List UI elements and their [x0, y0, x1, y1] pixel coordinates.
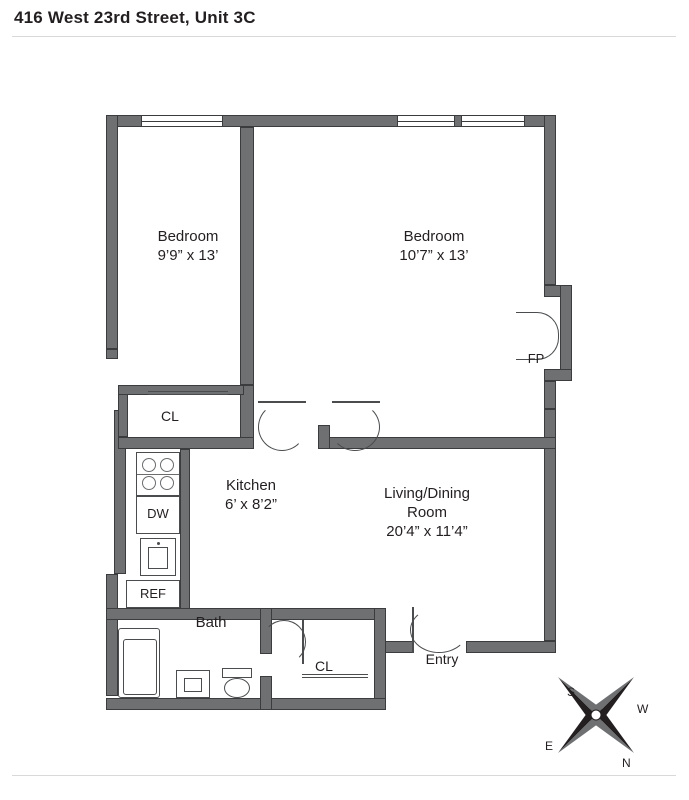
- dishwasher-label: DW: [147, 506, 169, 521]
- toilet-tank: [222, 668, 252, 678]
- header-divider: [12, 36, 676, 37]
- living-dims: 20’4” x 11’4”: [386, 523, 468, 540]
- living-name: Living/Dining: [384, 485, 470, 502]
- closet-shelf-left: [148, 391, 228, 395]
- entry-label: Entry: [425, 651, 459, 667]
- sink-basin: [148, 547, 168, 569]
- page-title: 416 West 23rd Street, Unit 3C: [14, 8, 256, 27]
- toilet-fixture: [224, 678, 250, 698]
- room-label-bath: [168, 613, 254, 632]
- refrigerator-label: REF: [140, 586, 166, 601]
- kitchen-dims: 6’ x 8’2”: [225, 496, 277, 513]
- door-bedroom2-leaf: [332, 401, 380, 403]
- compass-rose: [536, 655, 656, 775]
- door-bedroom2-arc: [330, 403, 380, 451]
- door-bath-arc: [262, 620, 306, 664]
- window-bedroom-right-a: [398, 115, 454, 127]
- room-label-bedroom-1: [128, 227, 248, 265]
- stove-fixture: [136, 452, 180, 496]
- closet-shelf-bottom: [302, 674, 368, 678]
- bath-name: Bath: [195, 614, 227, 631]
- closet-label-left: CL: [161, 408, 179, 424]
- closet-label-bottom: CL: [315, 658, 333, 674]
- door-bedroom1-leaf: [258, 401, 306, 403]
- footer-divider: [12, 775, 676, 776]
- bedroom2-dims: 10’7” x 13’: [399, 247, 469, 264]
- wall-closet-right: [374, 608, 386, 710]
- wall-kitchen-right: [180, 449, 190, 609]
- wall-fireplace-bumpout-bottom: [544, 369, 572, 381]
- burner-icon: [160, 476, 174, 490]
- compass-label-bottom: N: [622, 756, 631, 770]
- room-label-bedroom-2: [370, 227, 498, 265]
- bathtub-fixture: [118, 628, 160, 698]
- wall-bedroom2-door-jamb: [318, 425, 330, 449]
- wall-bottom-outer: [106, 698, 386, 710]
- door-bedroom1-arc: [258, 403, 306, 451]
- wall-top-middle: [222, 115, 398, 127]
- compass-label-left: E: [545, 739, 554, 753]
- wall-bath-right-lower: [260, 676, 272, 710]
- bedroom2-name: Bedroom: [403, 228, 465, 245]
- wall-bedroom1-bottom: [118, 437, 254, 449]
- wall-left-bath: [106, 574, 118, 696]
- wall-right-below-fireplace: [544, 381, 556, 409]
- tub-basin: [123, 639, 157, 695]
- bath-sink-basin: [184, 678, 202, 692]
- room-label-kitchen: [184, 476, 318, 514]
- wall-left-closet-jamb: [106, 349, 118, 359]
- window-bedroom-left: [142, 115, 222, 127]
- burner-icon: [160, 458, 174, 472]
- living-name-line2: Room: [406, 504, 447, 521]
- window-bedroom-right-b: [462, 115, 524, 127]
- door-entry-leaf: [412, 607, 414, 653]
- wall-fireplace-bumpout-right: [560, 285, 572, 381]
- wall-right-upper: [544, 115, 556, 285]
- fireplace-label: FP: [527, 351, 545, 366]
- burner-icon: [142, 458, 156, 472]
- door-entry-arc: [410, 607, 468, 653]
- kitchen-sink-fixture: [140, 538, 176, 576]
- compass-label-top: S: [567, 685, 576, 699]
- bedroom1-dims: 9’9” x 13’: [157, 247, 219, 264]
- floorplan-diagram: [0, 40, 689, 775]
- kitchen-name: Kitchen: [225, 477, 277, 494]
- window-mullion: [454, 115, 462, 127]
- wall-bottom-closet-top: [260, 608, 386, 620]
- compass-label-right: W: [637, 702, 649, 716]
- wall-left-upper: [106, 115, 118, 349]
- bath-sink-fixture: [176, 670, 210, 698]
- bedroom1-name: Bedroom: [157, 228, 219, 245]
- burner-icon: [142, 476, 156, 490]
- room-label-living-dining: [338, 484, 516, 541]
